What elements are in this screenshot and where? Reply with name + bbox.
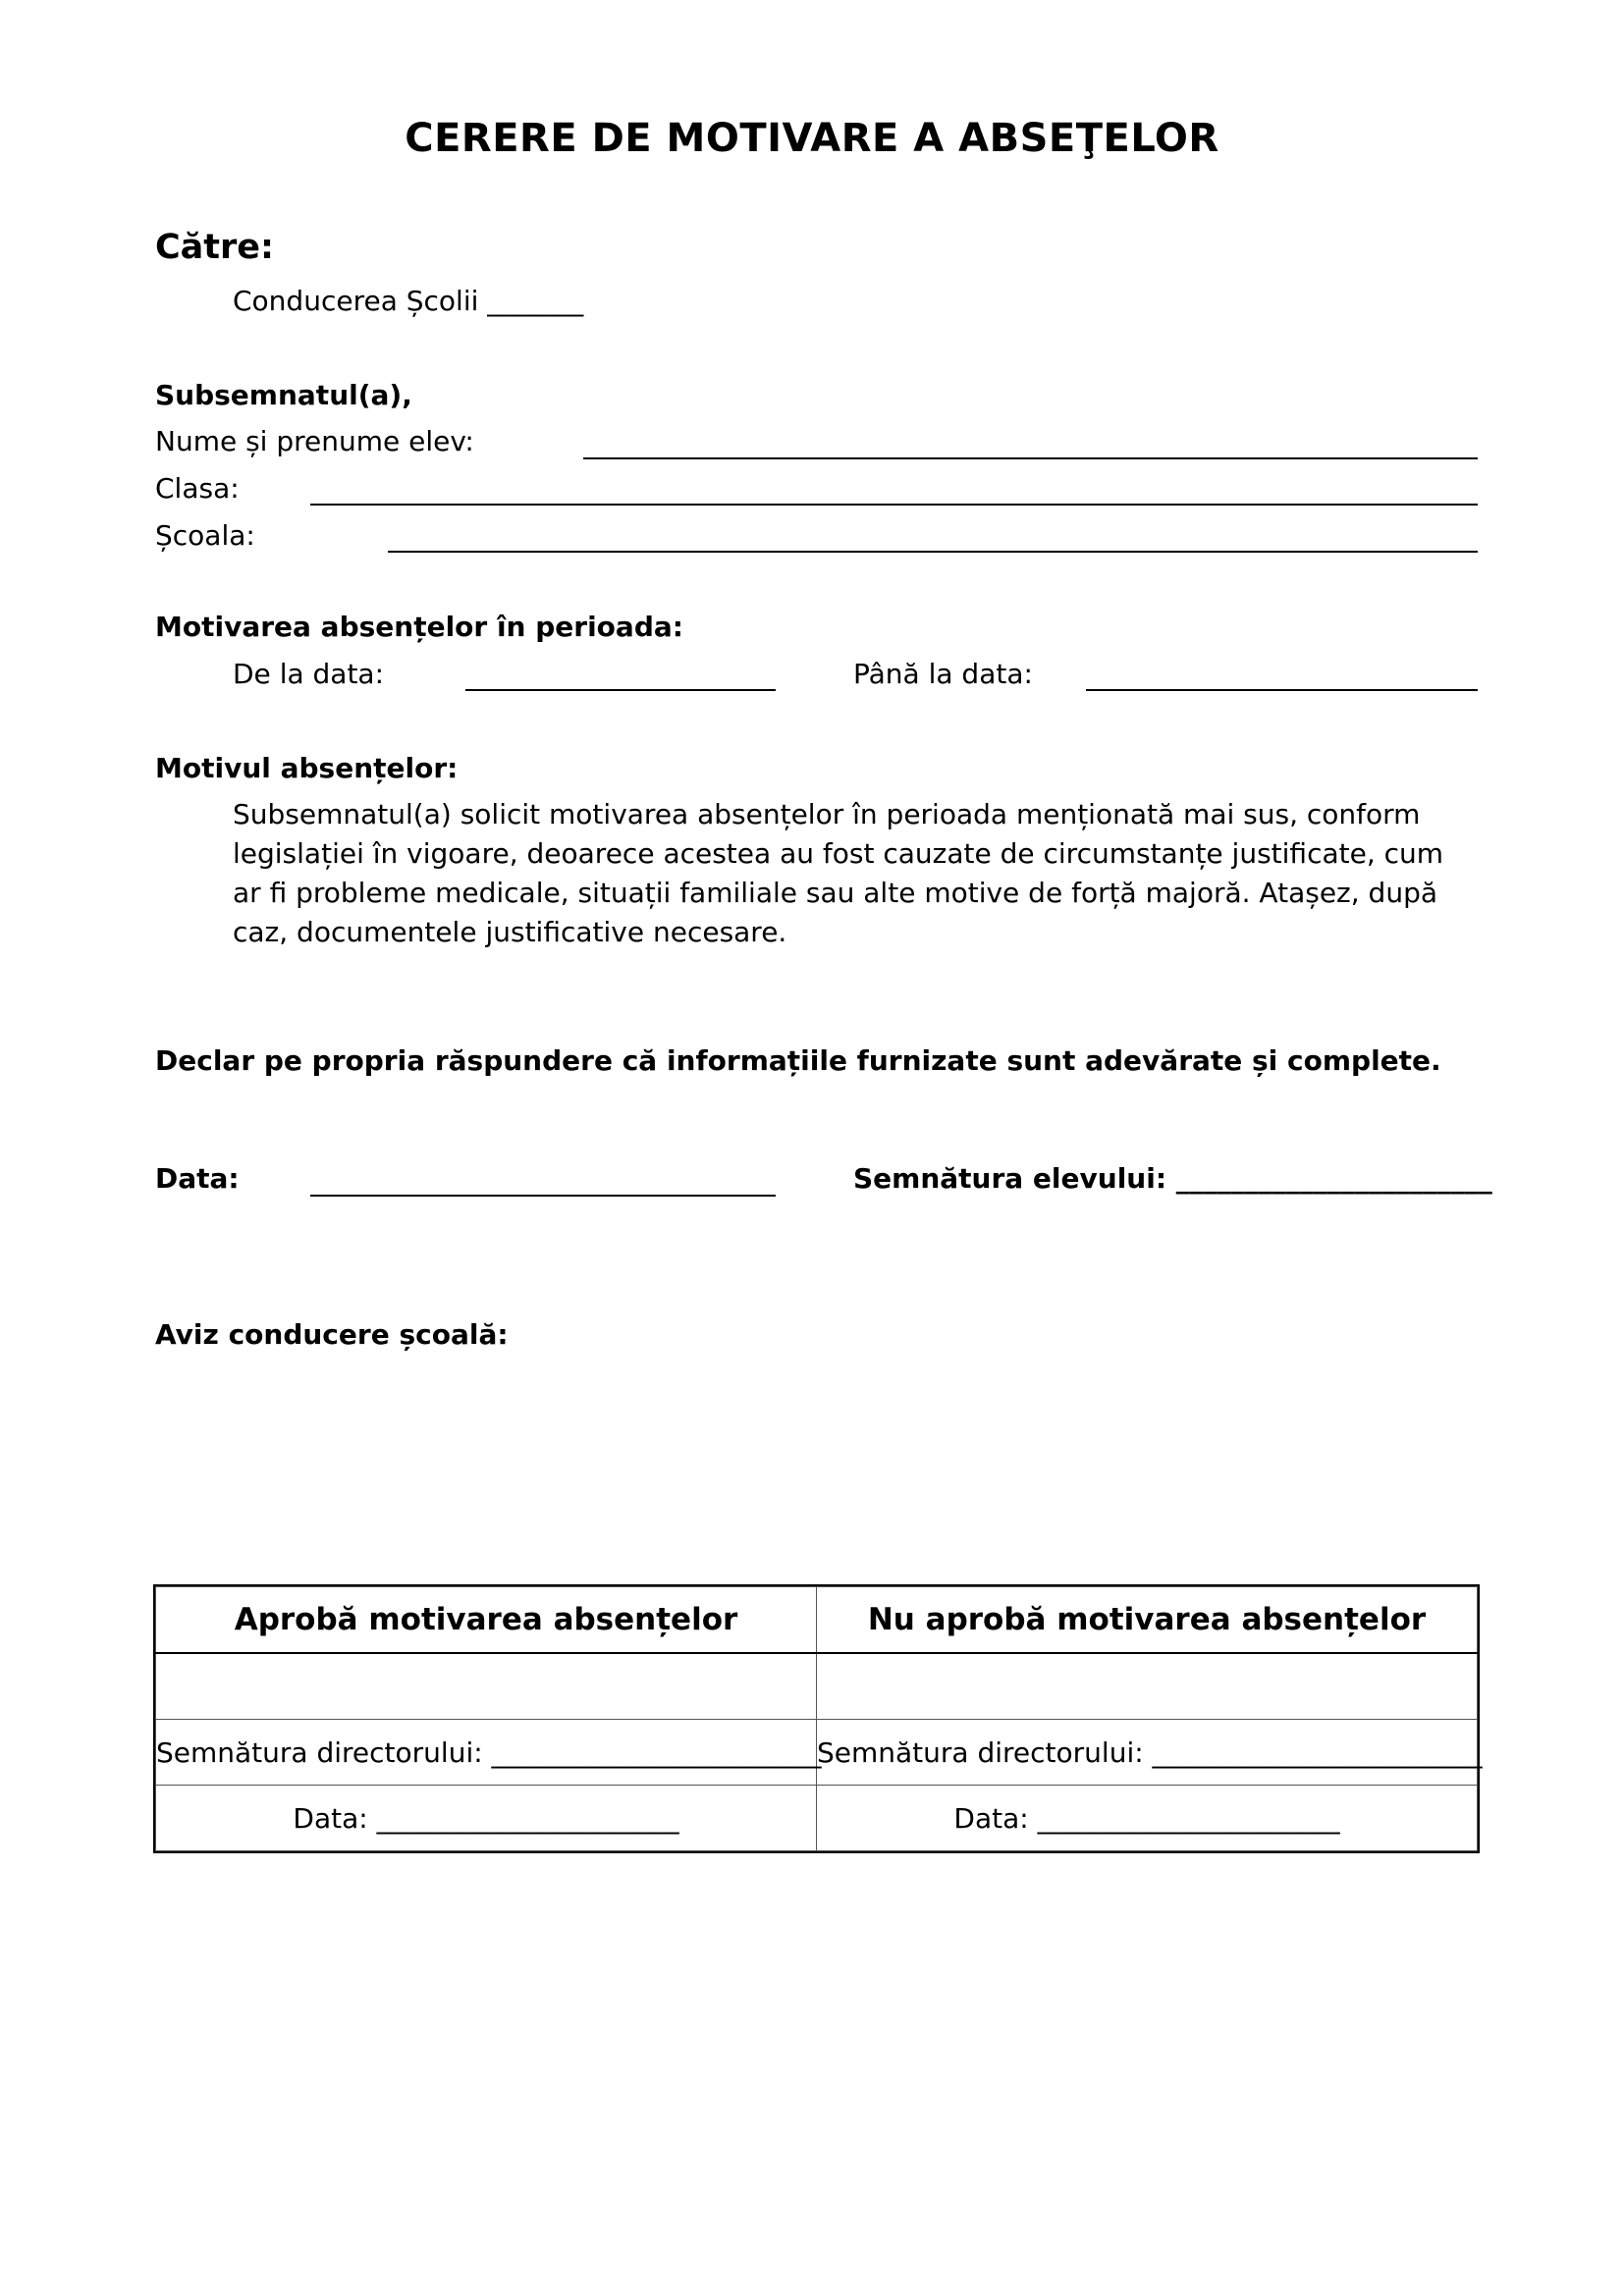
table-row [156,1720,1478,1786]
student-name-field[interactable] [583,457,1478,459]
student-signature[interactable]: Semnătura elevului: _______________________ [853,1162,1492,1195]
date-label: Data: [155,1162,240,1195]
class-field[interactable] [310,504,1478,506]
reject-blank-cell[interactable] [817,1653,1478,1720]
to-date-label: Până la data: [853,658,1033,690]
reason-heading: Motivul absențelor: [155,752,459,784]
reject-header: Nu aprobă motivarea absențelor [817,1587,1478,1654]
to-heading: Către: [155,228,275,267]
reject-date[interactable]: Data: ______________________ [817,1786,1478,1851]
approval-table [155,1586,1483,1851]
approve-director-signature[interactable]: Semnătura directorului: ________________________ [156,1720,817,1786]
school-label: Școala: [155,519,255,552]
undersigned-heading: Subsemnatul(a), [155,379,412,411]
declaration: Declar pe propria răspundere că informațiile furnizate sunt adevărate și complete. [155,1044,1441,1077]
period-heading: Motivarea absențelor în perioada: [155,611,683,643]
approve-header: Aprobă motivarea absențelor [156,1587,817,1654]
table-row [156,1653,1478,1720]
table-header-row [156,1587,1478,1654]
table-row [156,1786,1478,1851]
from-date-field[interactable] [465,689,776,691]
from-date-label: De la data: [233,658,385,690]
approval-heading: Aviz conducere școală: [155,1318,509,1351]
approve-blank-cell[interactable] [156,1653,817,1720]
school-field[interactable] [388,551,1478,553]
to-date-field[interactable] [1086,689,1478,691]
class-label: Clasa: [155,472,240,505]
date-field[interactable] [310,1195,776,1197]
reason-paragraph: Subsemnatul(a) solicit motivarea absențelor în perioada menționată mai sus, conform legislației în vigoare, deoarece acestea au fost cauzate de circumstanțe justificate, cum ar fi probleme medicale, situații familiale sau alte motive de forță majoră. Atașez, după caz, documentele justificative necesare. [233,798,1444,948]
to-recipient: Conducerea Școlii _______ [233,285,584,317]
approve-date[interactable]: Data: ______________________ [156,1786,817,1851]
student-name-label: Nume și prenume elev: [155,425,474,457]
page-title: CERERE DE MOTIVARE A ABSEŢELOR [405,116,1219,161]
reject-director-signature[interactable]: Semnătura directorului: ________________________ [817,1720,1478,1786]
